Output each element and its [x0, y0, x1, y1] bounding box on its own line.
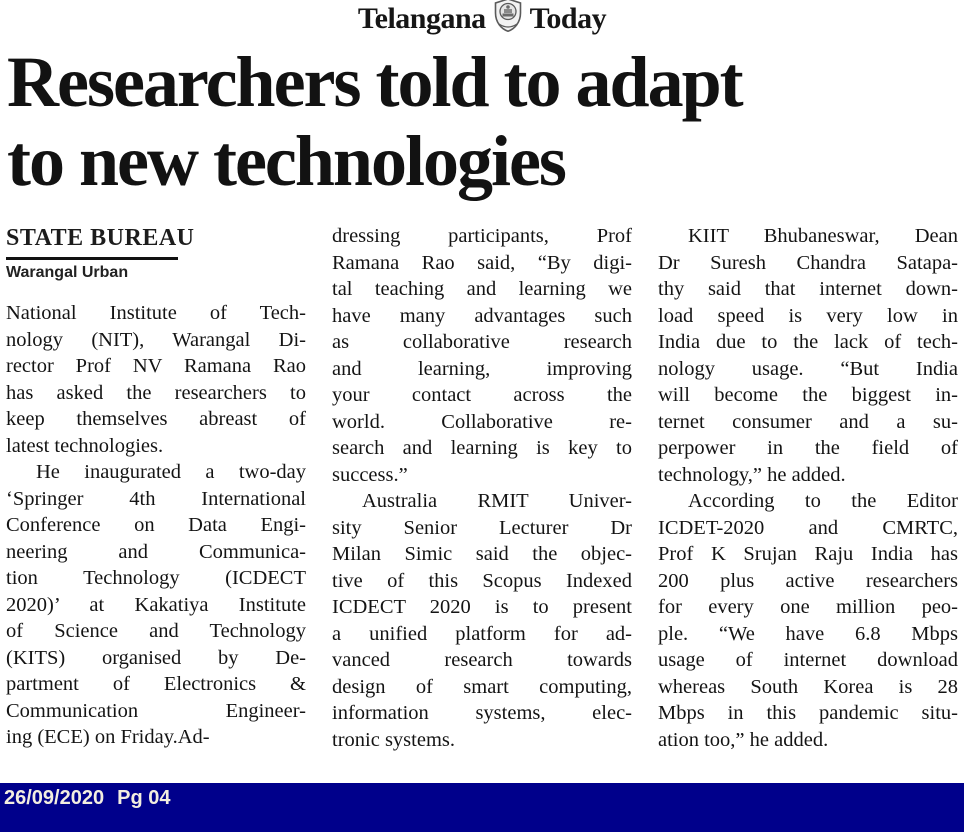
masthead-title-right: Today [529, 2, 607, 35]
column-1-text [6, 300, 306, 751]
article-line: vanced research towards [332, 649, 632, 671]
byline-place: Warangal Urban [6, 264, 129, 281]
article-line: (KITS) organised by De- [6, 646, 306, 669]
article-column-1 [6, 223, 306, 753]
article-line: dressing participants, Prof [332, 225, 632, 247]
article-line: has asked the researchers to [6, 381, 306, 404]
article-line: 2020)’ at Kakatiya Institute [6, 593, 306, 616]
article-line: a unified platform for ad- [332, 622, 632, 645]
article-line: KIIT Bhubaneswar, Dean [688, 225, 958, 247]
article-line: perpower in the field of [658, 437, 958, 459]
article-line: tive of this Scopus Indexed [332, 569, 632, 592]
article-line: ation too,” he added. [658, 728, 829, 751]
article-line: neering and Communica- [6, 540, 306, 563]
article-line: India due to the lack of tech- [658, 331, 958, 353]
article-line: will become the biggest in- [658, 384, 958, 406]
article-line: ‘Springer 4th International [6, 487, 306, 510]
article-column-3 [658, 223, 958, 753]
article-line: ing (ECE) on Friday.Ad- [6, 726, 210, 748]
byline [6, 225, 306, 282]
footer-page-number: Pg 04 [117, 787, 171, 809]
article-line: design of smart computing, [332, 675, 632, 698]
article-line: information systems, elec- [332, 702, 632, 724]
article-line: ple. “We have 6.8 Mbps [658, 622, 958, 645]
article-line: technology,” he added. [658, 463, 846, 486]
article-body [0, 223, 964, 753]
article-line: usage of internet download [658, 649, 958, 671]
article-line: Ramana Rao said, “By digi- [332, 251, 632, 274]
article-line: your contact across the [332, 384, 632, 406]
byline-rule [6, 257, 178, 260]
article-line: for every one million peo- [658, 596, 958, 618]
article-line: Prof K Srujan Raju India has [658, 543, 958, 565]
article-line: world. Collaborative re- [332, 410, 632, 433]
article-line: keep themselves abreast of [6, 408, 306, 430]
article-line: nology (NIT), Warangal Di- [6, 328, 306, 351]
headline [7, 43, 964, 201]
article-line: 200 plus active researchers [658, 569, 958, 592]
headline-line-1: Researchers told to adapt [7, 42, 742, 122]
footer-date: 26/09/2020 [4, 787, 105, 809]
article-line: and learning, improving [332, 357, 632, 380]
byline-bureau: STATE BUREAU [6, 225, 195, 251]
article-line: whereas South Korea is 28 [658, 675, 958, 698]
article-line: of Science and Technology [6, 620, 306, 642]
article-line: Communication Engineer- [6, 699, 306, 722]
article-line: tronic systems. [332, 728, 455, 751]
masthead [0, 0, 964, 37]
article-line: National Institute of Tech- [6, 302, 306, 324]
article-line: load speed is very low in [658, 304, 958, 327]
article-line: According to the Editor [688, 490, 958, 512]
masthead-title-left: Telangana [357, 2, 486, 35]
article-line: Conference on Data Engi- [6, 514, 306, 536]
article-line: ICDECT 2020 is to present [332, 596, 632, 618]
article-line: partment of Electronics & [6, 673, 306, 695]
article-line: search and learning is key to [332, 437, 632, 459]
article-line: Milan Simic said the objec- [332, 543, 632, 565]
article-line: ternet consumer and a su- [658, 410, 958, 433]
article-line: have many advantages such [332, 304, 632, 327]
column-2-text [332, 223, 632, 753]
footer-bar [0, 783, 964, 832]
headline-line-2: to new technologies [7, 121, 565, 201]
article-line: He inaugurated a two-day [36, 461, 306, 483]
article-line: Australia RMIT Univer- [362, 490, 632, 512]
article-line: sity Senior Lecturer Dr [332, 516, 632, 539]
article-line: tal teaching and learning we [332, 278, 632, 300]
article-line: Dr Suresh Chandra Satapa- [658, 251, 958, 274]
article-line: latest technologies. [6, 434, 164, 457]
telangana-state-emblem-icon [493, 0, 523, 40]
article-line: tion Technology (ICDECT [6, 567, 306, 589]
column-3-text [658, 223, 958, 753]
article-line: ICDET-2020 and CMRTC, [658, 516, 958, 539]
article-line: thy said that internet down- [658, 278, 958, 300]
article-line: success.” [332, 463, 408, 486]
article-line: rector Prof NV Ramana Rao [6, 355, 306, 377]
article-line: as collaborative research [332, 331, 632, 353]
article-column-2 [332, 223, 632, 753]
article-line: Mbps in this pandemic situ- [658, 702, 958, 724]
article-line: nology usage. “But India [658, 357, 958, 380]
